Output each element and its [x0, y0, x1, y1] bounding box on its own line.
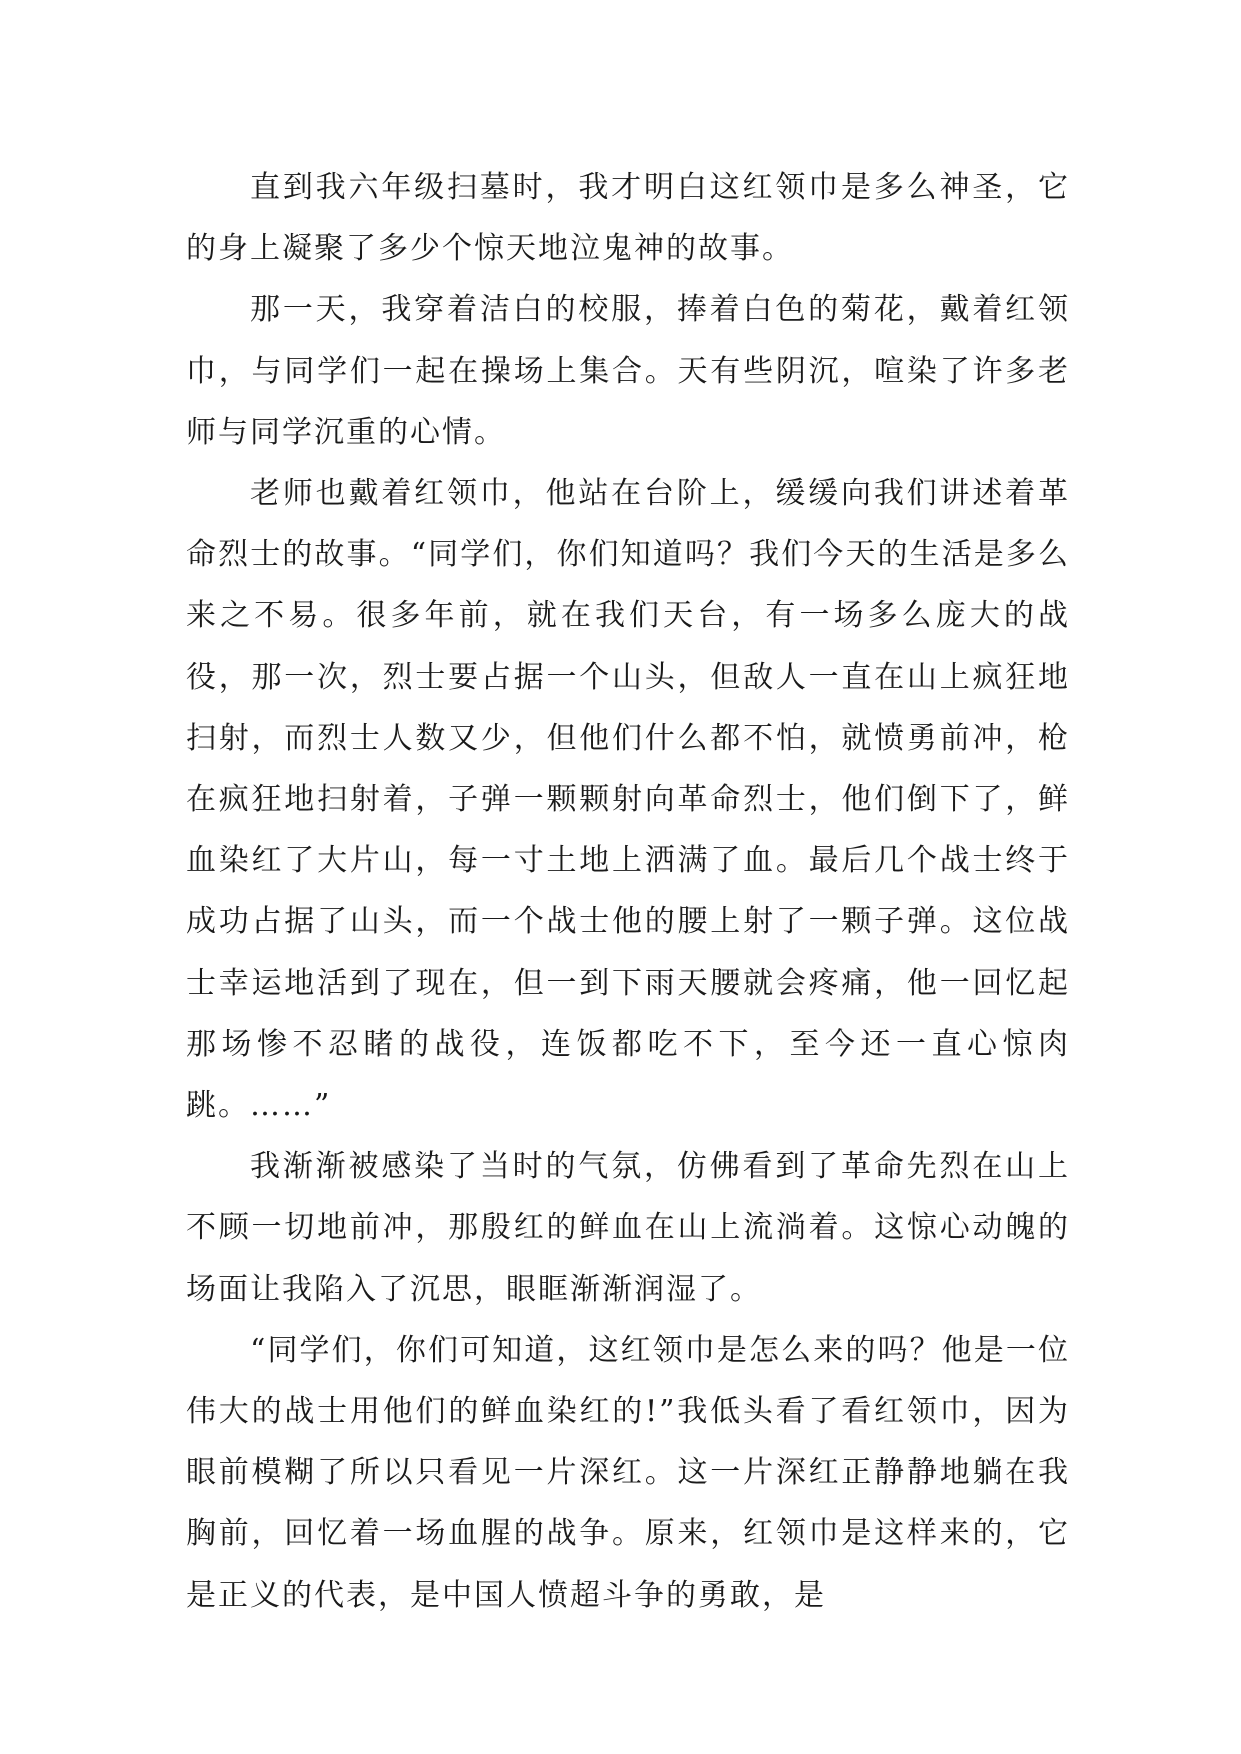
paragraph-5: “同学们，你们可知道，这红领巾是怎么来的吗？他是一位伟大的战士用他们的鲜血染红的!”我低头看了看红领巾，因为眼前模糊了所以只看见一片深红。这一片深红正静静地躺在我胸前，回忆着一场血腥的战争。原来，红领巾是这样来的，它是正义的代表，是中国人愤超斗争的勇敢，是: [186, 1332, 1070, 1613]
paragraph-4: 我渐渐被感染了当时的气氛，仿佛看到了革命先烈在山上不顾一切地前冲，那殷红的鲜血在山上流淌着。这惊心动魄的场面让我陷入了沉思，眼眶渐渐润湿了。: [186, 1149, 1070, 1307]
document-body: [186, 157, 1070, 1626]
paragraph-1: 直到我六年级扫墓时，我才明白这红领巾是多么神圣，它的身上凝聚了多少个惊天地泣鬼神的故事。: [186, 170, 1070, 267]
paragraph-3: 老师也戴着红领巾，他站在台阶上，缓缓向我们讲述着革命烈士的故事。“同学们，你们知道吗？我们今天的生活是多么来之不易。很多年前，就在我们天台，有一场多么庞大的战役，那一次，烈士要占据一个山头，但敌人一直在山上疯狂地扫射，而烈士人数又少，但他们什么都不怕，就愤勇前冲，枪在疯狂地扫射着，子弹一颗颗射向革命烈士，他们倒下了，鲜血染红了大片山，每一寸土地上洒满了血。最后几个战士终于成功占据了山头，而一个战士他的腰上射了一颗子弹。这位战士幸运地活到了现在，但一到下雨天腰就会疼痛，他一回忆起那场惨不忍睹的战役，连饭都吃不下，至今还一直心惊肉跳。……”: [186, 476, 1070, 1124]
paragraph-2: 那一天，我穿着洁白的校服，捧着白色的菊花，戴着红领巾，与同学们一起在操场上集合。天有些阴沉，喧染了许多老师与同学沉重的心情。: [186, 292, 1070, 450]
